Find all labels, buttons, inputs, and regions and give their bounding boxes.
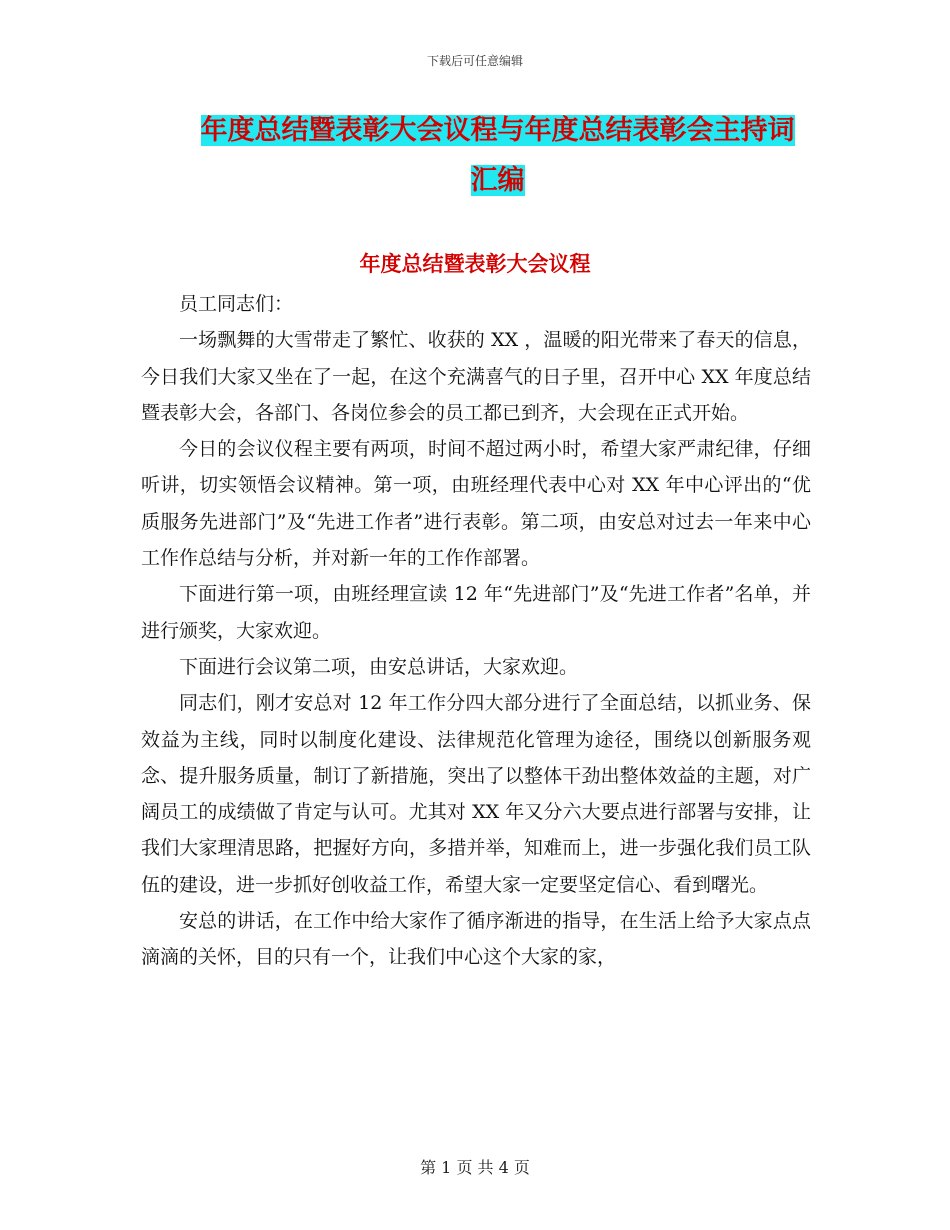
document-title-text: 年度总结暨表彰大会议程与年度总结表彰会主持词汇编 [200,115,795,196]
paragraph: 员工同志们： [179,293,294,315]
paragraph: 下面进行第一项，由班经理宣读 12 年“先进部门”及“先进工作者”名单，并进行颁奖，大家欢迎。 [141,583,811,642]
document-title [190,106,805,206]
paragraph: 下面进行会议第二项，由安总讲话，大家欢迎。 [179,655,579,678]
body-text [141,286,811,976]
paragraph: 安总的讲话，在工作中给大家作了循序渐进的指导，在生活上给予大家点点滴滴的关怀，目的只有一个，让我们中心这个大家的家， [141,910,811,969]
header-note: 下载后可任意编辑 [426,54,523,68]
page-footer: 第 1 页 共 4 页 [420,1158,530,1177]
paragraph: 今日的会议仪程主要有两项，时间不超过两小时，希望大家严肃纪律，仔细听讲，切实领悟会议精神。第一项，由班经理代表中心对 XX 年中心评出的“优质服务先进部门”及“先进工作者”进行表彰。第二项，由安总对过去一年来中心工作作总结与分析，并对新一年的工作作部署。 [141,438,811,570]
paragraph: 同志们，刚才安总对 12 年工作分四大部分进行了全面总结，以抓业务、保效益为主线，同时以制度化建设、法律规范化管理为途径，围绕以创新服务观念、提升服务质量，制订了新措施，突出了以整体干劲出整体效益的主题，对广阔员工的成绩做了肯定与认可。尤其对 XX 年又分六大要点进行部署与安排，让我们大家理清思路，把握好方向，多措并举，知难而上，进一步强化我们员工队伍的建设，进一步抓好创收益工作，希望大家一定要坚定信心、看到曙光。 [141,692,811,896]
section-title: 年度总结暨表彰大会议程 [359,252,591,276]
paragraph: 一场飘舞的大雪带走了繁忙、收获的 XX ，温暖的阳光带来了春天的信息，今日我们大家又坐在了一起，在这个充满喜气的日子里，召开中心 XX 年度总结暨表彰大会，各部门、各岗位参会的员工都已到齐，大会现在正式开始。 [141,329,811,424]
